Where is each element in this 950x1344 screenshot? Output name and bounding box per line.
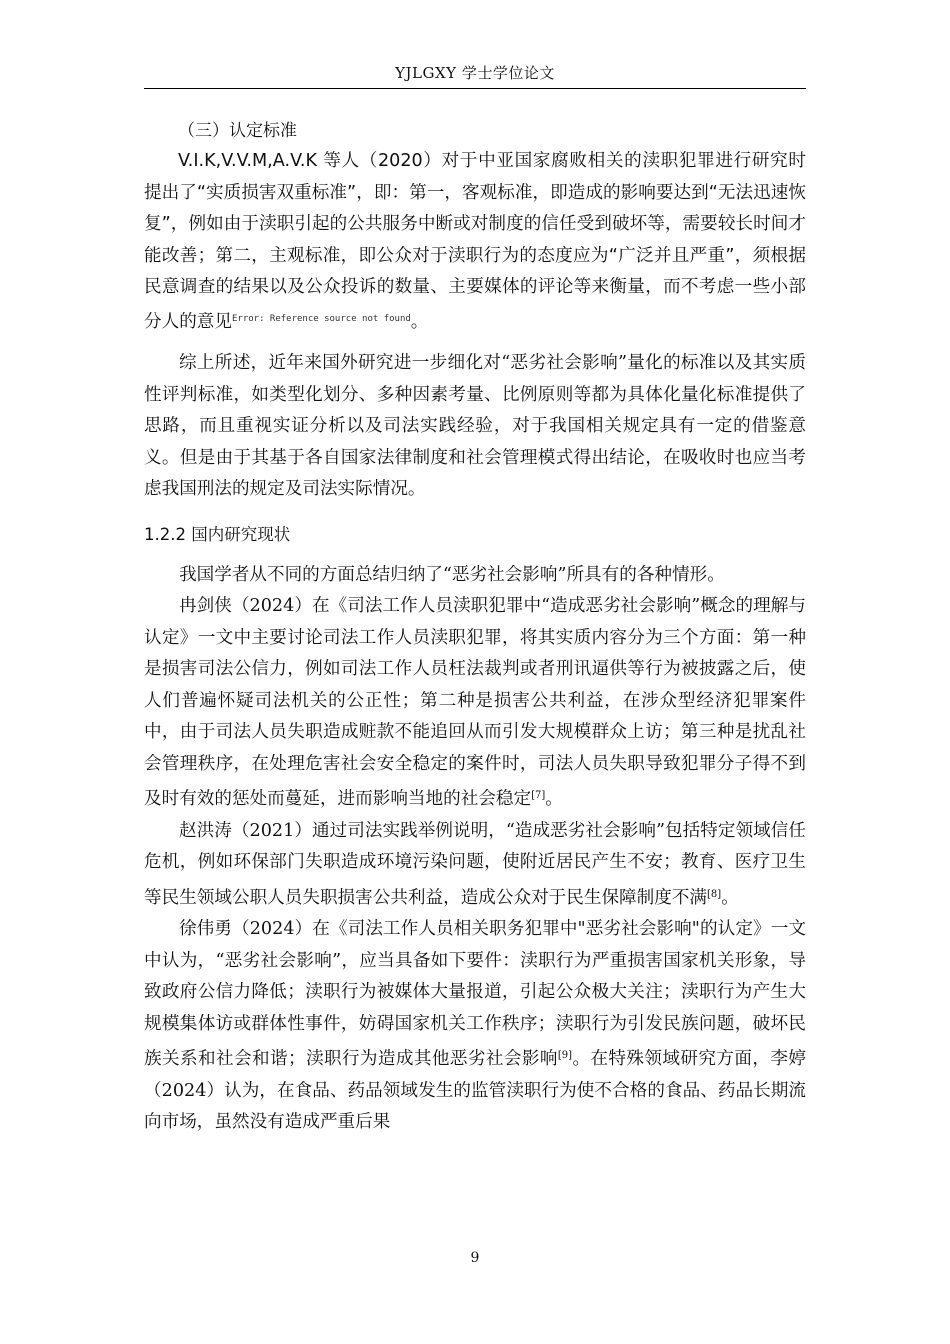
citation-9: [9] <box>557 1050 573 1061</box>
paragraph-standard <box>144 146 806 338</box>
paragraph-zhao-text: 赵洪涛（2021）通过司法实践举例说明，“造成恶劣社会影响”包括特定领域信任危机，例如环保部门失职造成环境污染问题，使附近居民产生不安；教育、医疗卫生等民生领域公职人员失职损害公共利益，造成公众对于民生保障制度不满 <box>144 820 806 908</box>
paragraph-ran-end: 。 <box>545 789 563 809</box>
page-body <box>144 116 806 1139</box>
paragraph-zhao <box>144 816 806 915</box>
section-heading: 1.2.2 国内研究现状 <box>144 524 291 544</box>
citation-8: [8] <box>707 888 722 900</box>
paragraph-standard-end: 。 <box>410 311 429 332</box>
citation-7: [7] <box>531 790 546 801</box>
page-header: YJLGXY 学士学位论文 <box>395 64 555 82</box>
paragraph-ran-text: 冉剑侠（2024）在《司法工作人员渎职犯罪中“造成恶劣社会影响”概念的理解与认定》一文中主要讨论司法工作人员渎职犯罪，将其实质内容分为三个方面：第一种是损害司法公信力，例如司法工作人员枉法裁判或者刑讯逼供等行为被披露之后，使人们普遍怀疑司法机关的公正性；第二种是损害公共利益，在涉众型经济犯罪案件中，由于司法人员失职造成赃款不能追回从而引发大规模群众上访；第三种是扰乱社会管理秩序，在处理危害社会安全稳定的案件时，司法人员失职导致犯罪分子得不到及时有效的惩处而蔓延，进而影响当地的社会稳定 <box>144 596 806 809</box>
paragraph-xu-text: 徐伟勇（2024）在《司法工作人员相关职务犯罪中"恶劣社会影响"的认定》一文中认为，“恶劣社会影响”，应当具备如下要件：渎职行为严重损害国家机关形象，导致政府公信力降低；渎职行为被媒体大量报道，引起公众极大关注；渎职行为产生大规模集体访或群体性事件，妨碍国家机关工作秩序；渎职行为引发民族问题，破坏民族关系和社会和谐；渎职行为造成其他恶劣社会影响 <box>144 919 806 1069</box>
paragraph-standard-text: V.I.K,V.V.M,A.V.K 等人（2020）对于中亚国家腐败相关的渎职犯罪进行研究时提出了“实质损害双重标准”，即：第一，客观标准，即造成的影响要达到“无法迅速恢复”，例如由于渎职引起的公共服务中断或对制度的信任受到破坏等，需要较长时间才能改善；第二，主观标准，即公众对于渎职行为的态度应为“广泛并且严重”，须根据民意调查的结果以及公众投诉的数量、主要媒体的评论等来衡量，而不考虑一些小部分人的意见 <box>144 151 806 332</box>
paragraph-summary: 综上所述，近年来国外研究进一步细化对“恶劣社会影响”量化的标准以及其实质性评判标准，如类型化划分、多种因素考量、比例原则等都为具体化量化标准提供了思路，而且重视实证分析以及司法实践经验，对于我国相关规定具有一定的借鉴意义。但是由于其基于各自国家法律制度和社会管理模式得出结论，在吸收时也应当考虑我国刑法的规定及司法实际情况。 <box>144 353 806 499</box>
header-rule <box>144 88 806 89</box>
paragraph-ran <box>144 591 806 816</box>
page-number: 9 <box>470 1250 480 1266</box>
paragraph-xu-cont: 。在特殊领域研究方面，李婷（2024）认为，在食品、药品领域发生的监管渎职行为使不合格的食品、药品长期流向市场，虽然没有造成严重后果 <box>144 1049 806 1132</box>
subsection-title: （三）认定标准 <box>178 121 297 141</box>
paragraph-zhao-end: 。 <box>721 887 739 908</box>
reference-error: Error: Reference source not found <box>231 313 411 324</box>
paragraph-intro: 我国学者从不同的方面总结归纳了“恶劣社会影响”所具有的各种情形。 <box>179 564 725 585</box>
paragraph-xu <box>144 914 806 1139</box>
